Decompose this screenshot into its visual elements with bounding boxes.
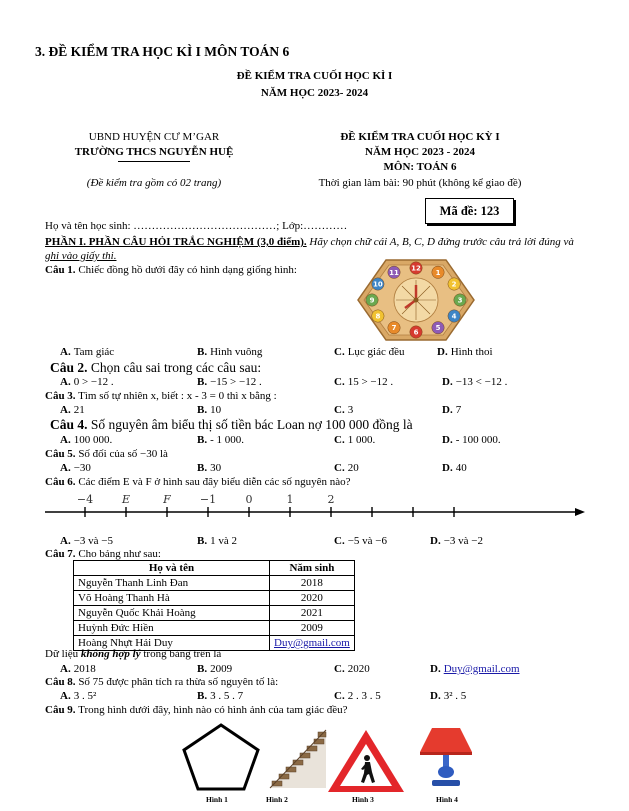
q8-option-d[interactable]: D. 3² . 5 (430, 690, 467, 702)
question-2 (50, 360, 261, 376)
figure-4-caption: Hình 4 (436, 795, 458, 804)
clock-number: 8 (375, 312, 381, 321)
authority-name: UBND HUYỆN CƯ M’GAR (88, 131, 220, 143)
number-line (45, 492, 585, 526)
clock-number: 3 (457, 296, 463, 305)
figure-3-warning-triangle (326, 728, 406, 794)
q1-option-b[interactable]: B. Hình vuông (197, 346, 263, 358)
q6-option-c[interactable]: C. −5 và −6 (334, 535, 387, 547)
clock-number: 7 (391, 324, 397, 333)
q7-label: Câu 7. (45, 548, 76, 560)
figure-4-lamp (416, 724, 476, 790)
q3-option-d[interactable]: D. 7 (442, 404, 462, 416)
question-4 (50, 417, 413, 433)
q5-option-b[interactable]: B. 30 (197, 462, 222, 474)
q8-option-c[interactable]: C. 2 . 3 . 5 (334, 690, 381, 702)
exam-duration: Thời gian làm bài: 90 phút (không kể giao đề) (318, 177, 522, 189)
question-5 (45, 448, 168, 460)
pages-note: (Đề kiểm tra gồm có 02 trang) (86, 177, 222, 189)
table-header-row (74, 561, 355, 576)
part1-instruction: Hãy chọn chữ cái A, B, C, D đứng trước câu trả lời đúng và (306, 236, 574, 248)
q7-option-c[interactable]: C. 2020 (334, 663, 370, 675)
q6-option-b[interactable]: B. 1 và 2 (197, 535, 237, 547)
hexagon-clock-image (356, 258, 476, 342)
email-link[interactable]: Duy@gmail.com (274, 637, 350, 649)
q1-option-a[interactable]: A. Tam giác (60, 346, 115, 358)
q3-option-b[interactable]: B. 10 (197, 404, 222, 416)
header-right-subject: MÔN: TOÁN 6 (383, 161, 457, 173)
part1-title: PHẦN I. PHẦN CÂU HỎI TRẮC NGHIỆM (3,0 điểm). (45, 236, 307, 248)
clock-number: 11 (389, 268, 399, 277)
q7-option-b[interactable]: B. 2009 (197, 663, 233, 675)
clock-number: 9 (369, 296, 375, 305)
question-1 (45, 264, 297, 276)
q6-label: Câu 6. (45, 476, 76, 488)
figure-2-caption: Hình 2 (266, 795, 288, 804)
number-line-label: 1 (286, 493, 294, 506)
q4-option-b[interactable]: B. - 1 000. (197, 434, 245, 446)
q7-prompt: Dữ liệu không hợp lý trong bảng trên là (45, 648, 222, 660)
part1-header (45, 236, 605, 248)
q8-option-b[interactable]: B. 3 . 5 . 7 (197, 690, 244, 702)
q2-option-d[interactable]: D. −13 < −12 . (442, 376, 508, 388)
figure-2-staircase (268, 726, 328, 790)
q7-option-a[interactable]: A. 2018 (60, 663, 96, 675)
clock-number: 6 (413, 328, 419, 337)
number-line-label: −1 (199, 493, 217, 506)
q5-text: Số đối của số −30 là (75, 448, 168, 460)
table-row: Hoàng Nhựt Hải Duy Duy@gmail.com (74, 636, 355, 651)
question-3 (45, 390, 277, 402)
clock-number: 5 (435, 324, 441, 333)
clock-number: 10 (373, 280, 383, 289)
q8-option-a[interactable]: A. 3 . 5² (60, 690, 97, 702)
q1-text: Chiếc đồng hồ dưới đây có hình dạng giống hình: (75, 264, 297, 276)
q2-text: Chọn câu sai trong các câu sau: (87, 360, 262, 375)
q9-label: Câu 9. (45, 704, 76, 716)
table-header-year: Năm sinh (270, 561, 355, 576)
q2-option-c[interactable]: C. 15 > −12 . (334, 376, 394, 388)
table-row: Võ Hoàng Thanh Hà 2020 (74, 591, 355, 606)
clock-number: 2 (451, 280, 457, 289)
clock-number: 1 (435, 268, 441, 277)
q2-label: Câu 2. (50, 360, 88, 375)
figure-1-caption: Hình 1 (206, 795, 228, 804)
birth-year-table (73, 560, 355, 651)
q4-option-a[interactable]: A. 100 000. (60, 434, 113, 446)
q6-option-d[interactable]: D. −3 và −2 (430, 535, 483, 547)
figure-1-pentagon (180, 722, 262, 792)
q2-option-a[interactable]: A. 0 > −12 . (60, 376, 114, 388)
exam-title: ĐỀ KIỂM TRA CUỐI HỌC KÌ I (236, 70, 393, 82)
q1-label: Câu 1. (45, 264, 76, 276)
header-right-title: ĐỀ KIỂM TRA CUỐI HỌC KỲ I (340, 131, 500, 143)
student-info-line: Họ và tên học sinh: …………………………………; Lớp:………… (45, 220, 348, 232)
q7-option-d[interactable]: D. Duy@gmail.com (430, 663, 520, 675)
table-row: Nguyễn Thanh Linh Đan 2018 (74, 576, 355, 591)
table-row: Nguyễn Quốc Khải Hoàng 2021 (74, 606, 355, 621)
exam-year: NĂM HỌC 2023- 2024 (260, 87, 369, 99)
q5-option-a[interactable]: A. −30 (60, 462, 91, 474)
table-header-name: Họ và tên (74, 561, 270, 576)
number-line-label: 2 (327, 493, 335, 506)
q4-label: Câu 4. (50, 417, 88, 432)
table-row: Huỳnh Đức Hiền 2009 (74, 621, 355, 636)
school-underline (118, 161, 190, 162)
document-heading: 3. ĐỀ KIỂM TRA HỌC KÌ I MÔN TOÁN 6 (35, 44, 290, 59)
q3-text: Tìm số tự nhiên x, biết : x - 3 = 0 thì x bằng : (75, 390, 277, 402)
q6-text: Các điểm E và F ở hình sau đây biểu diễn các số nguyên nào? (75, 476, 351, 488)
q5-label: Câu 5. (45, 448, 76, 460)
question-8 (45, 676, 278, 688)
question-9 (45, 704, 348, 716)
q1-option-d[interactable]: D. Hình thoi (437, 346, 493, 358)
number-line-arrow (575, 508, 585, 516)
exam-code-box: Mã đề: 123 (425, 198, 514, 224)
figure-3-caption: Hình 3 (352, 795, 374, 804)
number-line-label: −4 (76, 493, 94, 506)
q5-option-c[interactable]: C. 20 (334, 462, 359, 474)
q2-option-b[interactable]: B. −15 > −12 . (197, 376, 262, 388)
q1-option-c[interactable]: C. Lục giác đều (334, 346, 405, 358)
q3-option-c[interactable]: C. 3 (334, 404, 354, 416)
clock-number: 12 (411, 264, 421, 273)
school-name: TRƯỜNG THCS NGUYỄN HUỆ (74, 146, 234, 158)
q5-option-d[interactable]: D. 40 (442, 462, 467, 474)
q3-label: Câu 3. (45, 390, 76, 402)
q4-option-d[interactable]: D. - 100 000. (442, 434, 501, 446)
q7-text: Cho bảng như sau: (75, 548, 161, 560)
q4-text: Số nguyên âm biểu thị số tiền bác Loan nợ 100 000 đồng là (87, 417, 413, 432)
q4-option-c[interactable]: C. 1 000. (334, 434, 376, 446)
number-line-label: 0 (245, 493, 253, 506)
question-7 (45, 548, 161, 560)
q9-text: Trong hình dưới đây, hình nào có hình ảnh của tam giác đều? (75, 704, 348, 716)
q8-text: Số 75 được phân tích ra thừa số nguyên tố là: (75, 676, 279, 688)
number-line-label: F (163, 493, 171, 506)
part1-instruction-2: ghi vào giấy thi. (45, 250, 117, 262)
header-right-year: NĂM HỌC 2023 - 2024 (365, 146, 475, 158)
clock-number: 4 (451, 312, 457, 321)
q6-option-a[interactable]: A. −3 và −5 (60, 535, 113, 547)
number-line-label: E (121, 493, 131, 506)
q3-option-a[interactable]: A. 21 (60, 404, 85, 416)
q8-label: Câu 8. (45, 676, 76, 688)
question-6 (45, 476, 351, 488)
